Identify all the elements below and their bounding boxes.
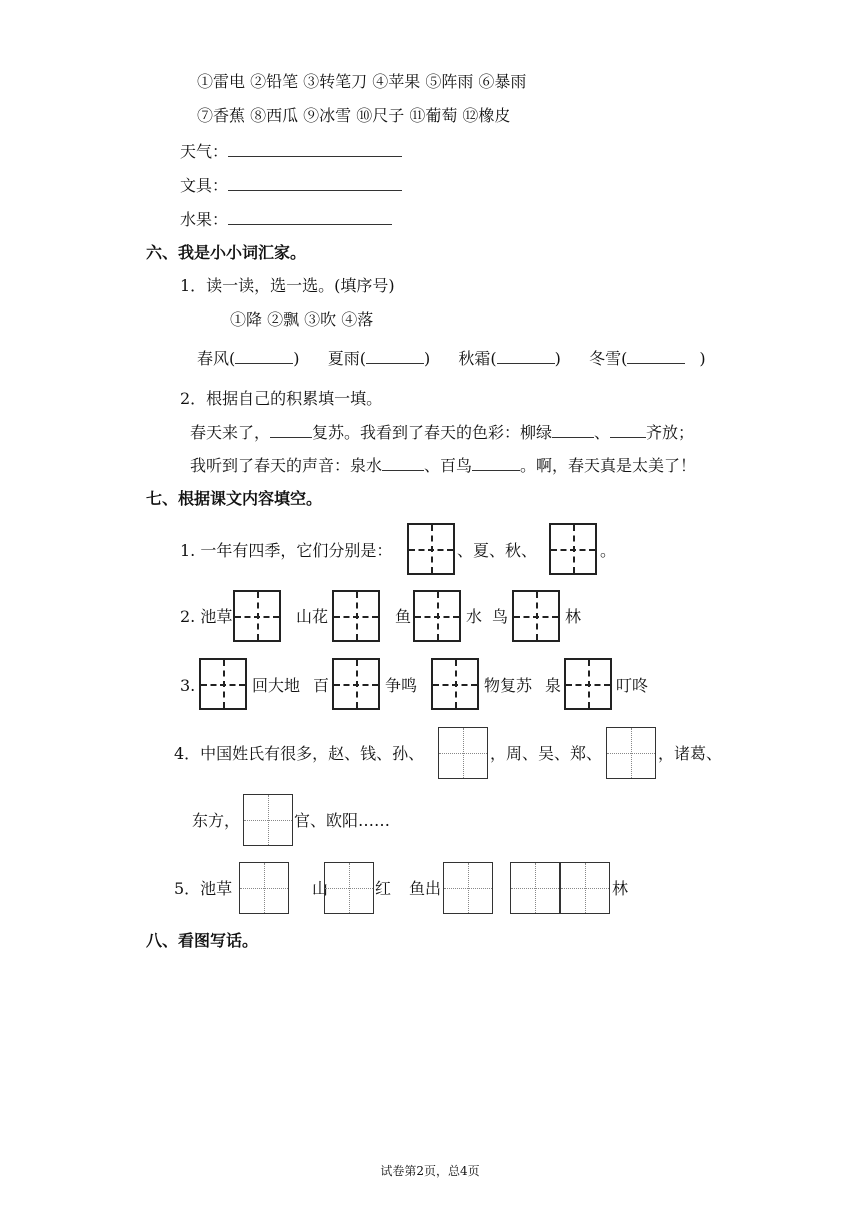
s6-q2-line1 [190, 422, 694, 443]
autumn-frost-blank[interactable] [497, 348, 555, 364]
s7-q3-text: 争鸣 [385, 676, 418, 695]
char-box[interactable] [407, 523, 455, 575]
s7-q3-text: 3. [180, 676, 196, 695]
char-box[interactable] [438, 727, 488, 779]
stationery-label: 文具： [180, 176, 229, 195]
s7-q4-text: ，诸葛、 [658, 744, 723, 763]
text-segment: 我听到了春天的声音：泉水 [190, 456, 383, 475]
s7-q5-text: 山 [312, 879, 329, 898]
s7-q3-text: 百 [313, 676, 330, 695]
page-footer: 试卷第2页，总4页 [380, 1164, 480, 1178]
s7-q5-text: 林 [612, 879, 629, 898]
paren-close: ) [293, 349, 300, 368]
fill-blank[interactable] [472, 455, 520, 471]
items-row-2: ⑦香蕉 ⑧西瓜 ⑨冰雪 ⑩尺子 ⑪葡萄 ⑫橡皮 [197, 106, 511, 125]
s7-q3-text: 物复苏 [484, 676, 533, 695]
autumn-frost-label: 秋霜( [458, 349, 497, 368]
char-box[interactable] [606, 727, 656, 779]
fruit-blank[interactable] [228, 209, 392, 225]
s7-q5-text: 红 [375, 879, 392, 898]
spring-wind-label: 春风( [197, 349, 236, 368]
text-segment: 、 [594, 423, 611, 442]
fruit-label: 水果： [180, 210, 229, 229]
paren-close: ) [554, 349, 561, 368]
paren-close: ) [423, 349, 431, 368]
s7-q5-text: 5．池草 [174, 879, 233, 898]
s7-q2-text: 山花 [296, 607, 329, 626]
s7-q2-text: 鱼 [395, 607, 412, 626]
winter-snow-label: 冬雪( [589, 349, 628, 368]
s7-q3-text: 泉 [545, 676, 562, 695]
weather-blank[interactable] [228, 141, 402, 157]
text-segment: 齐放； [646, 423, 695, 442]
fill-blank[interactable] [382, 455, 424, 471]
s7-q2-text: 水 [466, 607, 483, 626]
char-box[interactable] [443, 862, 493, 914]
summer-rain-blank[interactable] [366, 348, 424, 364]
section-6-title: 六、我是小小词汇家。 [146, 243, 307, 262]
char-box[interactable] [564, 658, 612, 710]
winter-snow-blank[interactable] [627, 348, 685, 364]
char-box[interactable] [549, 523, 597, 575]
s7-q5-text: 鱼出 [409, 879, 442, 898]
items-row-1: ①雷电 ②铅笔 ③转笔刀 ④苹果 ⑤阵雨 ⑥暴雨 [197, 72, 527, 91]
char-box[interactable] [431, 658, 479, 710]
s7-q4-text: 东方， [192, 811, 241, 830]
paren-close: ) [699, 349, 706, 368]
s7-q2-text: 鸟 [492, 607, 509, 626]
char-box[interactable] [233, 590, 281, 642]
text-segment: 春天来了， [190, 423, 271, 442]
stationery-blank[interactable] [228, 175, 402, 191]
s7-q4-text: 官、欧阳…… [294, 811, 391, 830]
char-box[interactable] [560, 862, 610, 914]
char-box[interactable] [413, 590, 461, 642]
char-box[interactable] [512, 590, 560, 642]
section-8-title: 八、看图写话。 [146, 931, 259, 950]
s7-q4-text: 4．中国姓氏有很多，赵、钱、孙、 [174, 744, 425, 763]
weather-label: 天气： [180, 142, 229, 161]
char-box[interactable] [510, 862, 560, 914]
s6-q1-options: ①降 ②飘 ③吹 ④落 [230, 310, 374, 329]
fruit-row [180, 209, 392, 230]
s7-q3-text: 回大地 [252, 676, 301, 695]
fill-blank[interactable] [552, 422, 594, 438]
char-box[interactable] [324, 862, 374, 914]
s6-q2-line2 [190, 455, 696, 476]
fill-blank[interactable] [270, 422, 312, 438]
s6-q1-prompt: 1．读一读，选一选。(填序号) [180, 276, 395, 295]
char-box[interactable] [243, 794, 293, 846]
text-segment: 、百鸟 [424, 456, 473, 475]
fill-blank[interactable] [610, 422, 646, 438]
text-segment: 。啊，春天真是太美了！ [520, 456, 697, 475]
char-box[interactable] [239, 862, 289, 914]
s7-q2-text: 林 [565, 607, 582, 626]
char-box[interactable] [332, 590, 380, 642]
s7-q1-text-b: 、夏、秋、 [457, 541, 538, 560]
spring-wind-blank[interactable] [235, 348, 293, 364]
s6-q2-prompt: 2．根据自己的积累填一填。 [180, 389, 383, 408]
s7-q4-text: ，周、吴、郑、 [490, 744, 603, 763]
weather-row [180, 141, 402, 162]
s7-q3-text: 叮咚 [616, 676, 649, 695]
s7-q1-text-c: 。 [600, 541, 617, 560]
s7-q2-text: 2. 池草 [180, 607, 233, 626]
section-7-title: 七、根据课文内容填空。 [146, 489, 323, 508]
summer-rain-label: 夏雨( [327, 349, 366, 368]
stationery-row [180, 175, 402, 196]
char-box[interactable] [332, 658, 380, 710]
text-segment: 复苏。我看到了春天的色彩：柳绿 [312, 423, 553, 442]
char-box[interactable] [199, 658, 247, 710]
s6-q1-items [197, 348, 706, 369]
s7-q1-text-a: 1. 一年有四季，它们分别是： [180, 541, 393, 560]
